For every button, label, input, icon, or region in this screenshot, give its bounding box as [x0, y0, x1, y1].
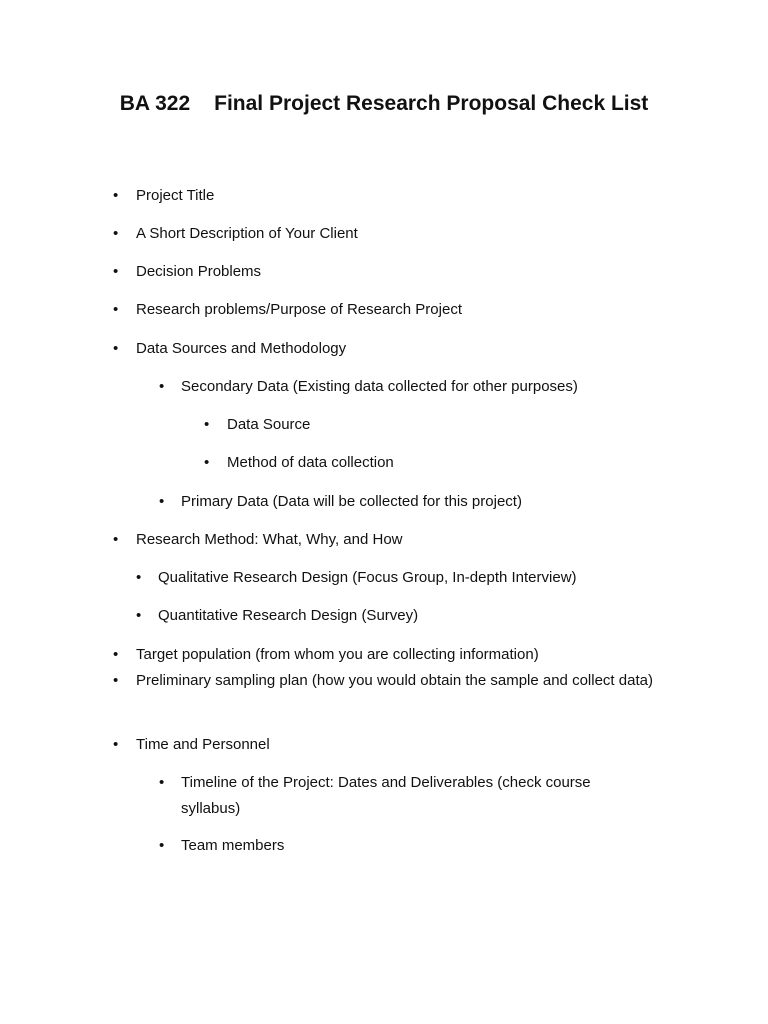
bullet-icon: •: [113, 646, 119, 663]
item-text: Timeline of the Project: Dates and Deliverables (check course syllabus): [181, 774, 591, 817]
bullet-icon: •: [113, 187, 119, 204]
bullet-icon: •: [113, 263, 119, 280]
item-text: Decision Problems: [136, 263, 262, 280]
item-text: Method of data collection: [227, 454, 394, 471]
item-text: Preliminary sampling plan (how you would obtain the sample and collect data): [136, 672, 653, 689]
bullet-icon: •: [136, 569, 142, 586]
item-text: Research problems/Purpose of Research Project: [136, 301, 462, 318]
bullet-icon: •: [113, 225, 119, 242]
bullet-icon: •: [113, 301, 119, 318]
item-text: Secondary Data (Existing data collected for other purposes): [181, 378, 578, 395]
item-text: Data Source: [227, 416, 311, 433]
bullet-icon: •: [159, 493, 165, 510]
bullet-icon: •: [113, 531, 119, 548]
course-code: BA 322: [119, 92, 191, 115]
bullet-icon: •: [136, 607, 142, 624]
item-text: Primary Data (Data will be collected for this project): [181, 493, 522, 510]
page-title: [0, 92, 768, 116]
item-text: Project Title: [136, 187, 215, 204]
bullet-icon: •: [113, 340, 119, 357]
item-text: Team members: [181, 837, 285, 854]
item-text: Qualitative Research Design (Focus Group, In-depth Interview): [158, 569, 577, 586]
item-text: A Short Description of Your Client: [136, 225, 358, 242]
bullet-icon: •: [159, 378, 165, 395]
bullet-icon: •: [113, 736, 119, 753]
title-text: Final Project Research Proposal Check List: [214, 92, 649, 115]
item-text: Data Sources and Methodology: [136, 340, 347, 357]
bullet-icon: •: [113, 672, 119, 689]
item-text: Research Method: What, Why, and How: [136, 531, 403, 548]
bullet-icon: •: [204, 454, 210, 471]
bullet-icon: •: [204, 416, 210, 433]
bullet-icon: •: [159, 837, 165, 854]
item-text: Target population (from whom you are collecting information): [136, 646, 539, 663]
item-text: Time and Personnel: [136, 736, 270, 753]
bullet-icon: •: [159, 774, 165, 791]
item-text: Quantitative Research Design (Survey): [158, 607, 419, 624]
